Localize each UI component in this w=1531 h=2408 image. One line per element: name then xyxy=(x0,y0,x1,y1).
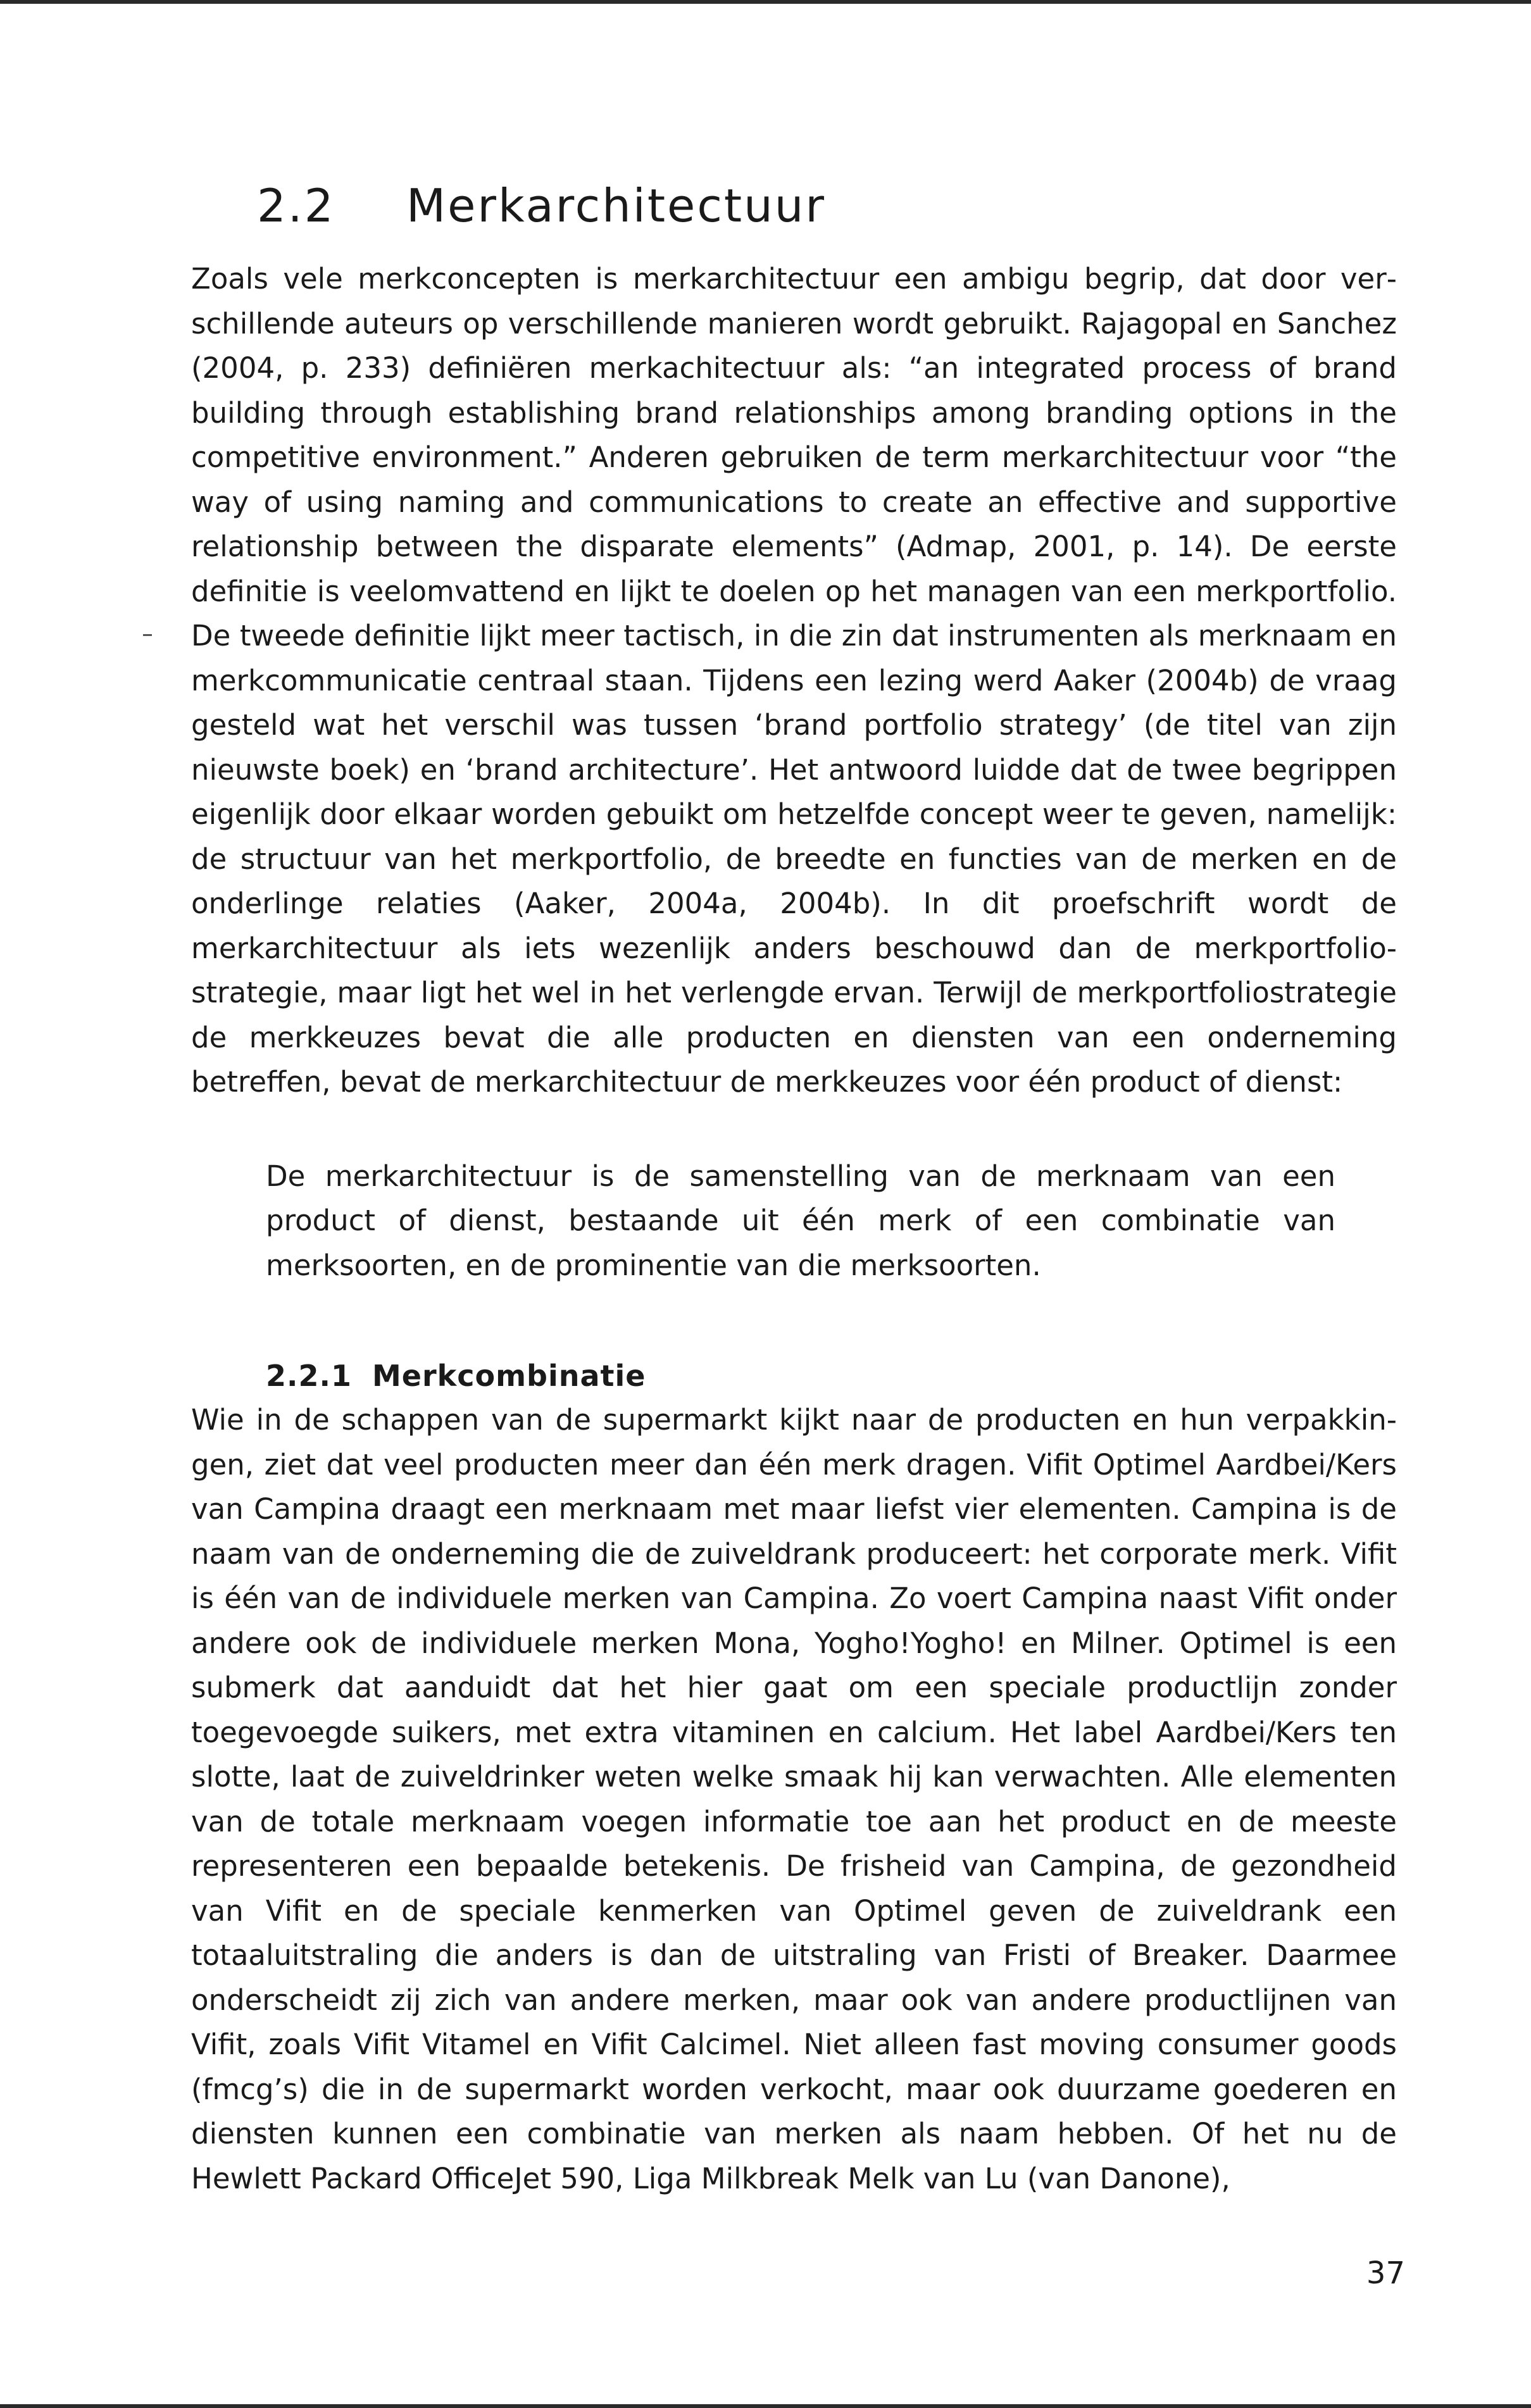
section-title: Merkarchitectuur xyxy=(406,179,827,232)
margin-mark xyxy=(143,634,152,636)
page-number: 37 xyxy=(1366,2255,1405,2291)
subsection-number: 2.2.1 xyxy=(266,1359,352,1393)
section-number: 2.2 xyxy=(257,179,335,232)
scan-border-bottom xyxy=(0,2404,1531,2408)
page-content xyxy=(191,171,1397,2201)
definition-block: De merkarchitectuur is de samenstelling van de merknaam van een product of dienst, bestaande uit één merk of een combinatie van merksoorten, en de prominentie van die merksoorten. xyxy=(266,1159,1335,1282)
paragraph-intro: Zoals vele merkconcepten is merkarchitectuur een ambigu begrip, dat door verschillende auteurs op verschillende manieren wordt gebruikt. Rajagopal en Sanchez (2004, p. 233) definiëren merkachitectuur als: “an integrated process of brand building through establishing brand relationships among branding options in the competitive environment.” Anderen gebruiken de term merkarchitectuur voor “the way of using naming and communications to create an effective and supportive relationship between the disparate elements” (Admap, 2001, p. 14). De eerste definitie is veelomvattend en lijkt te doelen op het managen van een merkportfolio. De tweede definitie lijkt meer tactisch, in die zin dat instrumenten als merknaam en merkcommunicatie centraal staan. Tijdens een lezing werd Aaker (2004b) de vraag gesteld wat het verschil was tussen ‘brand portfolio strategy’ (de titel van zijn nieuwste boek) en ‘brand architecture’. Het antwoord luidde dat de twee begrippen eigenlijk door elkaar worden gebuikt om hetzelfde concept weer te geven, namelijk: de structuur van het merkportfolio, de breedte en functies van de merken en de onderlinge relaties (Aaker, 2004a, 2004b). In dit proefschrift wordt de merkarchitectuur als iets wezenlijk anders beschouwd dan de merkportfoliostrategie, maar ligt het wel in het verlengde ervan. Terwijl de merkportfoliostrategie de merkkeuzes bevat die alle producten en diensten van een onderneming betreffen, bevat de merkarchitectuur de merkkeuzes voor één product of dienst: xyxy=(191,262,1397,1099)
section-heading xyxy=(257,171,1397,240)
subsection-title: Merkcombinatie xyxy=(372,1359,646,1393)
scan-border-top xyxy=(0,0,1531,4)
paragraph-merkcombinatie: Wie in de schappen van de supermarkt kijkt naar de producten en hun verpakkingen, ziet dat veel producten meer dan één merk dragen. Vifit Optimel Aardbei/Kers van Campina draagt een merknaam met maar liefst vier elementen. Campina is de naam van de onderneming die de zuiveldrank produceert: het corporate merk. Vifit is één van de individuele merken van Campina. Zo voert Campina naast Vifit onder andere ook de individuele merken Mona, Yogho!Yogho! en Milner. Optimel is een submerk dat aanduidt dat het hier gaat om een speciale productlijn zonder toegevoegde suikers, met extra vitaminen en calcium. Het label Aardbei/Kers ten slotte, laat de zuiveldrinker weten welke smaak hij kan verwachten. Alle elementen van de totale merknaam voegen informatie toe aan het product en de meeste representeren een bepaalde betekenis. De frisheid van Campina, de gezondheid van Vifit en de speciale kenmerken van Optimel geven de zuiveldrank een totaaluitstraling die anders is dan de uitstraling van Fristi of Breaker. Daarmee onderscheidt zij zich van andere merken, maar ook van andere productlijnen van Vifit, zoals Vifit Vitamel en Vifit Calcimel. Niet alleen fast moving consumer goods (fmcg’s) die in de supermarkt worden verkocht, maar ook duurzame goederen en diensten kunnen een combinatie van merken als naam hebben. Of het nu de Hewlett Packard OfficeJet 590, Liga Milkbreak Melk van Lu (van Danone), xyxy=(191,1403,1397,2195)
subsection-heading xyxy=(266,1354,1397,1398)
